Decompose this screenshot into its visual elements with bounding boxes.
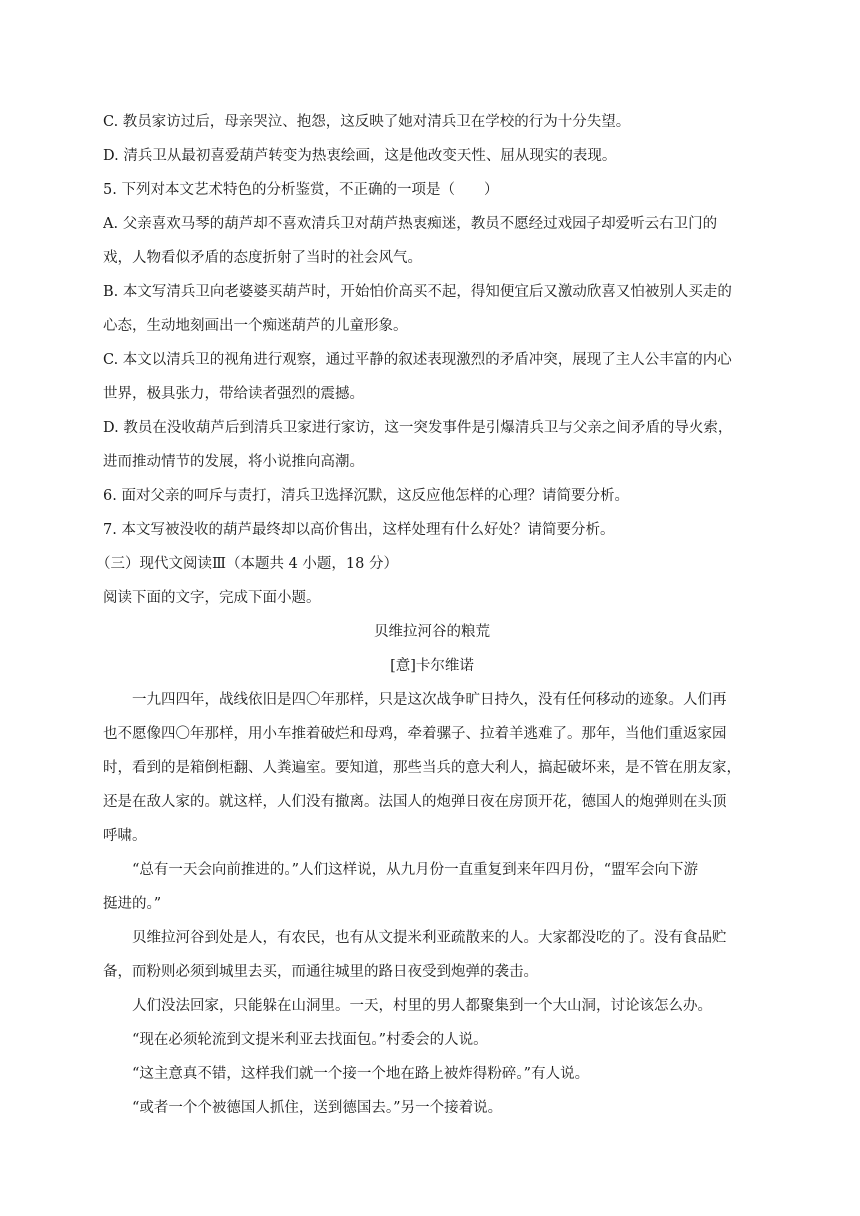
- section-instruction: 阅读下面的文字，完成下面小题。: [103, 590, 321, 606]
- article-paragraph: [103, 683, 761, 853]
- page-content: [96, 105, 761, 1125]
- article-author: [意]卡尔维诺: [390, 658, 474, 674]
- text-line: 一九四四年，战线依旧是四〇年那样，只是这次战争旷日持久，没有任何移动的迹象。人们再: [132, 692, 727, 708]
- text-line: D. 清兵卫从最初喜爱葫芦转变为热衷绘画，这是他改变天性、屈从现实的表现。: [103, 148, 617, 164]
- text-line: 备，而粉则必须到城里去买，而通往城里的路日夜受到炮弹的袭击。: [103, 964, 538, 980]
- article-paragraph: [103, 921, 761, 989]
- text-line: 也不愿像四〇年那样，用小车推着破烂和母鸡，牵着骡子、拉着羊逃难了。那年，当他们重返家园: [103, 726, 727, 742]
- text-line: 挺进的。”: [103, 896, 162, 912]
- text-line: 心态，生动地刻画出一个痴迷葫芦的儿童形象。: [103, 318, 408, 334]
- question-item: [103, 105, 761, 139]
- article-paragraph: [103, 1023, 761, 1057]
- text-line: 进而推动情节的发展，将小说推向高潮。: [103, 454, 364, 470]
- question-item: [103, 343, 761, 411]
- text-line: A. 父亲喜欢马琴的葫芦却不喜欢清兵卫对葫芦热衷痴迷，教员不愿经过戏园子却爱听云右卫门的: [103, 216, 718, 232]
- text-line: “现在必须轮流到文提米利亚去找面包。”村委会的人说。: [132, 1032, 488, 1048]
- article-body: [103, 683, 761, 1125]
- text-line: 还是在敌人家的。就这样，人们没有撤离。法国人的炮弹日夜在房顶开花，德国人的炮弹则在头顶: [103, 794, 727, 810]
- question-item: [103, 411, 761, 479]
- question-item: [103, 207, 761, 275]
- text-line: 世界，极具张力，带给读者强烈的震撼。: [103, 386, 364, 402]
- text-line: B. 本文写清兵卫向老婆婆买葫芦时，开始怕价高买不起，得知便宜后又激动欣喜又怕被别人买走的: [103, 284, 732, 300]
- text-line: “这主意真不错，这样我们就一个接一个地在路上被炸得粉碎。”有人说。: [132, 1066, 590, 1082]
- question-list: [103, 105, 761, 547]
- article-paragraph: [103, 1091, 761, 1125]
- text-line: 7. 本文写被没收的葫芦最终却以高价售出，这样处理有什么好处？请简要分析。: [103, 522, 615, 538]
- question-item: [103, 513, 761, 547]
- text-line: 贝维拉河谷到处是人，有农民，也有从文提米利亚疏散来的人。大家都没吃的了。没有食品贮: [132, 930, 727, 946]
- article-paragraph: [103, 853, 761, 921]
- text-line: 戏，人物看似矛盾的态度折射了当时的社会风气。: [103, 250, 422, 266]
- text-line: 时，看到的是箱倒柜翻、人粪遍室。要知道，那些当兵的意大利人，搞起破坏来，是不管在朋友家，: [103, 760, 741, 776]
- text-line: “总有一天会向前推进的。”人们这样说，从九月份一直重复到来年四月份，“盟军会向下游: [132, 862, 698, 878]
- article-paragraph: [103, 1057, 761, 1091]
- section-heading: （三）现代文阅读Ⅲ（本题共 4 小题，18 分）: [96, 556, 398, 572]
- text-line: 呼啸。: [103, 828, 147, 844]
- text-line: 人们没法回家，只能躲在山洞里。一天，村里的男人都聚集到一个大山洞，讨论该怎么办。: [132, 998, 712, 1014]
- article-title: 贝维拉河谷的粮荒: [374, 624, 490, 640]
- article-paragraph: [103, 989, 761, 1023]
- text-line: C. 本文以清兵卫的视角进行观察，通过平静的叙述表现激烈的矛盾冲突，展现了主人公丰富的内心: [103, 352, 732, 368]
- text-line: D. 教员在没收葫芦后到清兵卫家进行家访，这一突发事件是引爆清兵卫与父亲之间矛盾的导火索，: [103, 420, 733, 436]
- text-line: 5. 下列对本文艺术特色的分析鉴赏，不正确的一项是（ ）: [103, 182, 499, 198]
- text-line: C. 教员家访过后，母亲哭泣、抱怨，这反映了她对清兵卫在学校的行为十分失望。: [103, 114, 631, 130]
- question-item: [103, 275, 761, 343]
- text-line: “或者一个个被德国人抓住，送到德国去。”另一个接着说。: [132, 1100, 503, 1116]
- question-item: [103, 139, 761, 173]
- text-line: 6. 面对父亲的呵斥与责打，清兵卫选择沉默，这反应他怎样的心理？请简要分析。: [103, 488, 629, 504]
- question-item: [103, 173, 761, 207]
- question-item: [103, 479, 761, 513]
